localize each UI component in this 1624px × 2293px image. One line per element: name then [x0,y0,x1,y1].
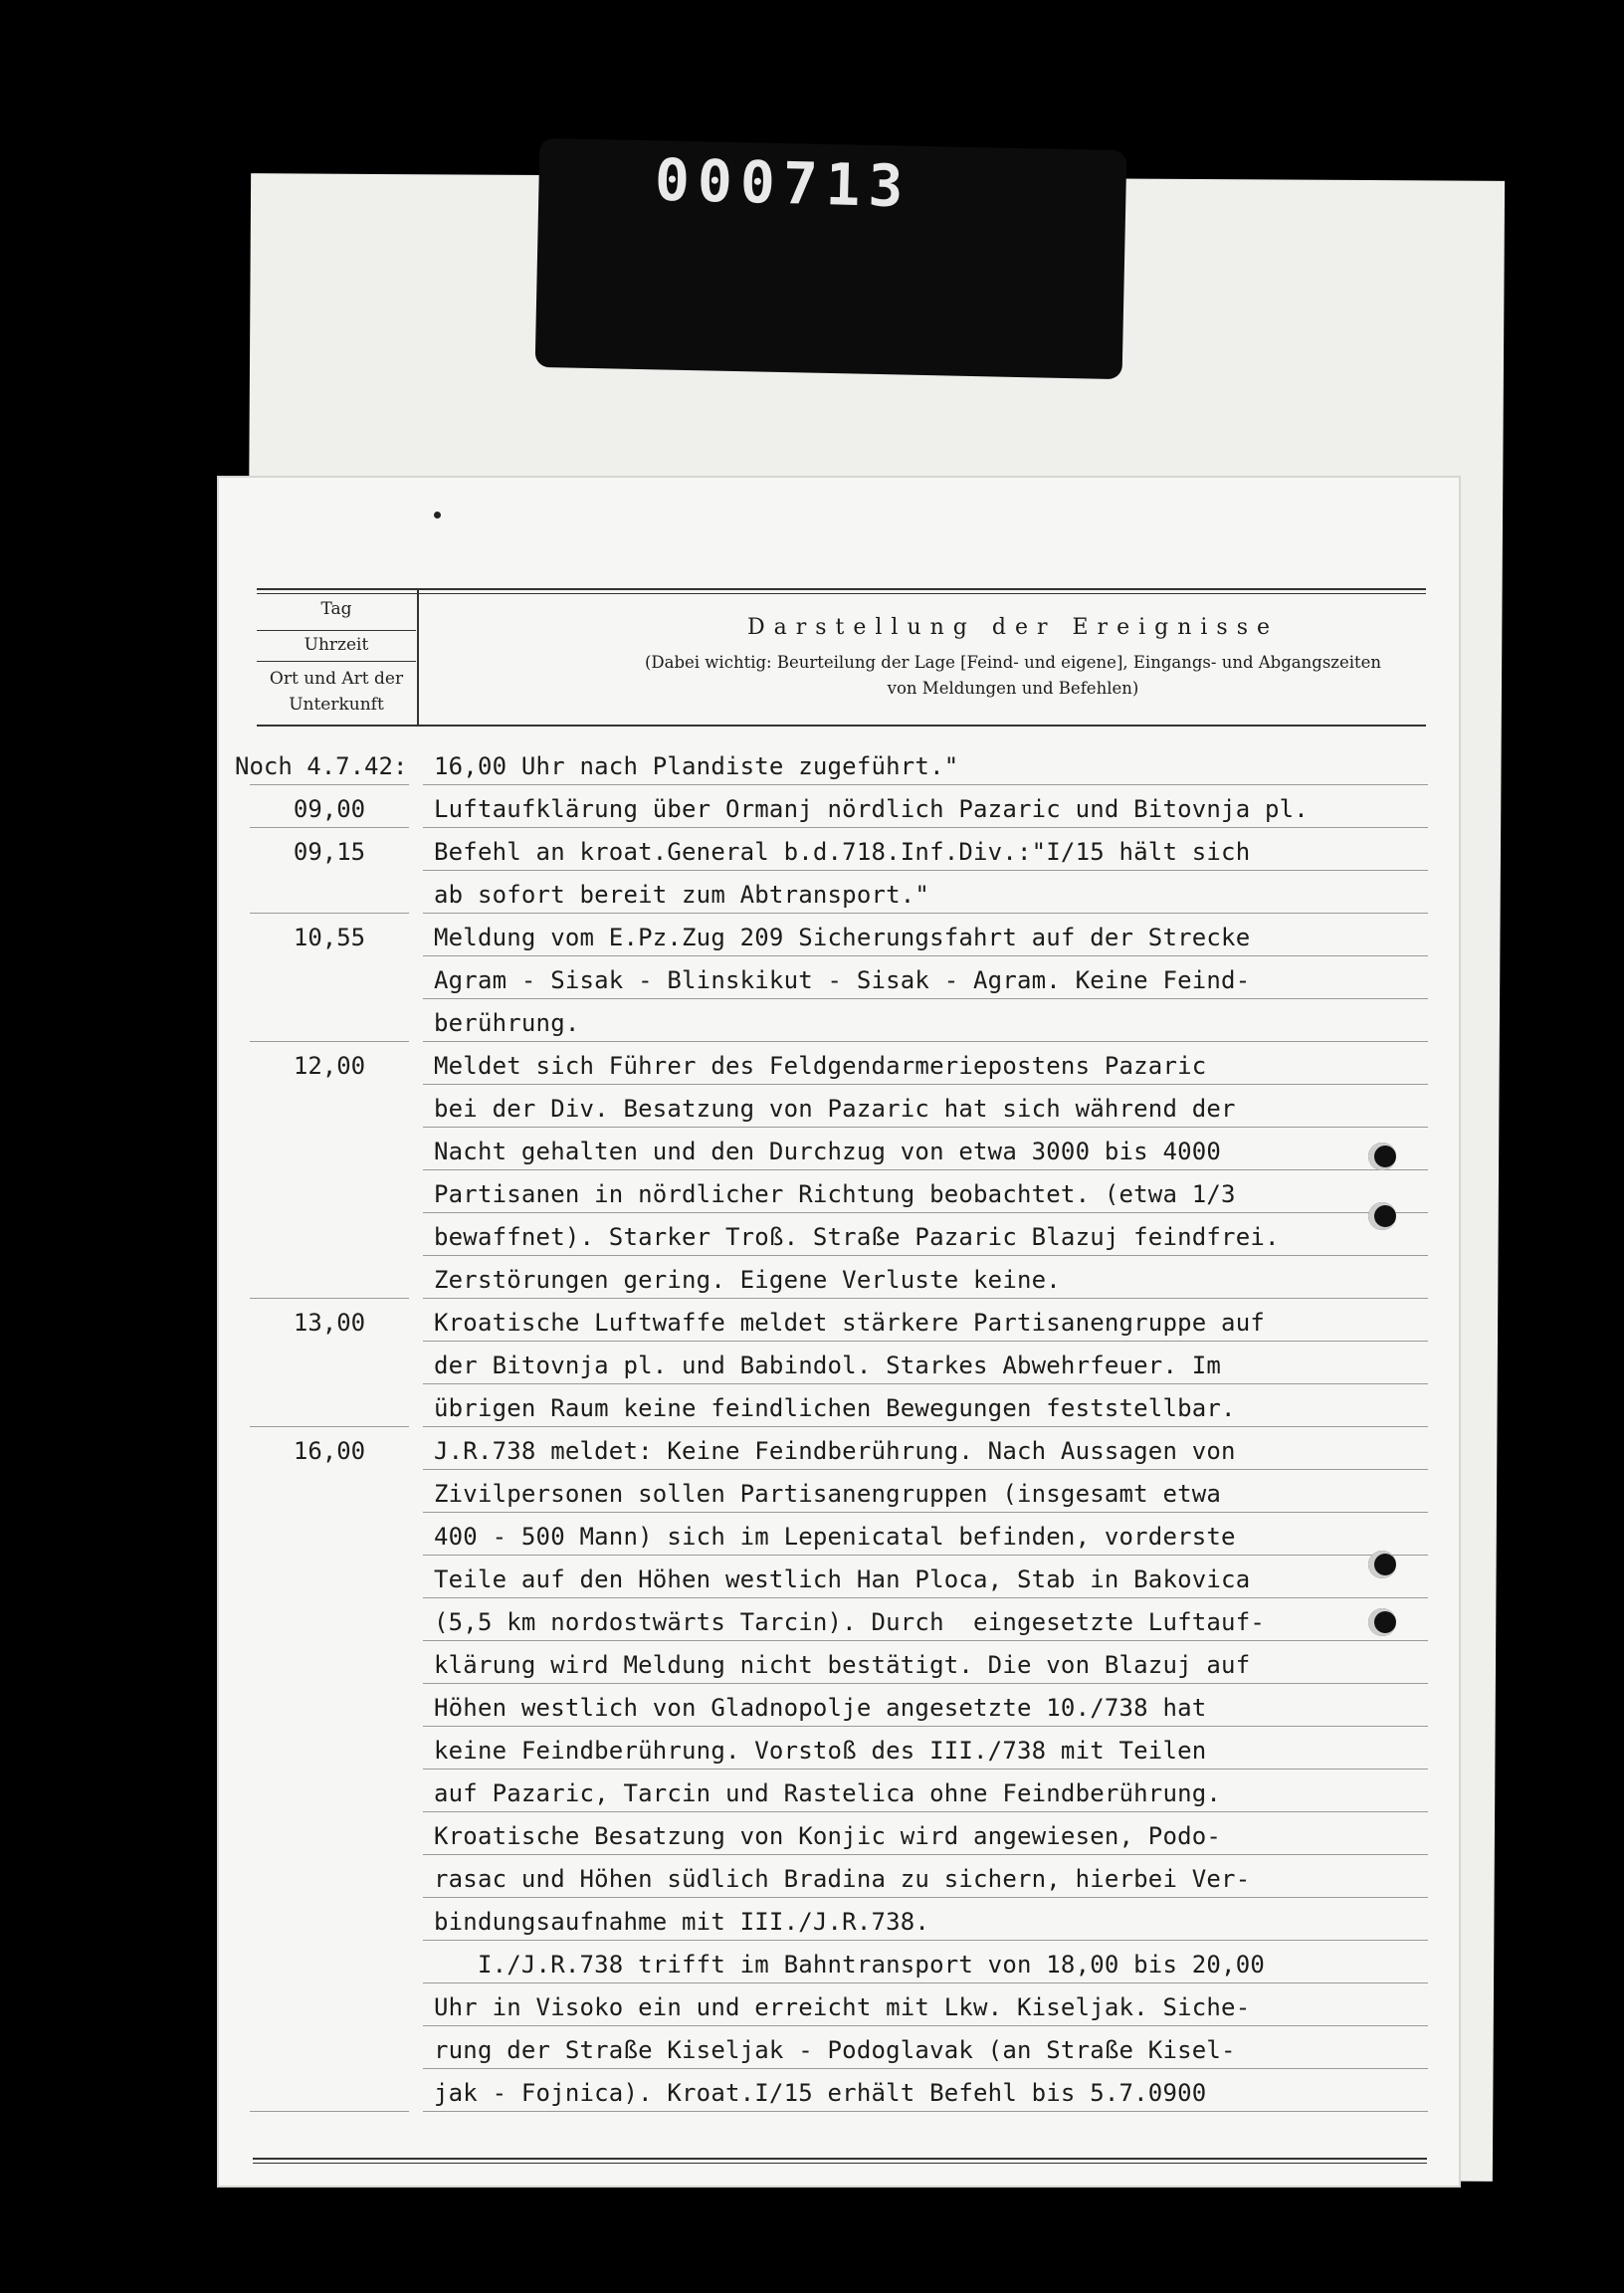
row-rule-left [250,827,409,828]
entry-text: berührung. [434,1009,580,1037]
table-row [217,787,1461,830]
row-rule-right [423,1298,1428,1299]
entry-text: Agram - Sisak - Blinskikut - Sisak - Agram. Keine Feind- [434,966,1251,994]
entry-text: ab sofort bereit zum Abtransport." [434,881,930,909]
entry-time: 09,15 [293,838,366,866]
table-row [217,873,1461,916]
table-row [217,1172,1461,1215]
header-tag: Tag [320,599,352,619]
header-bottom-rule [257,725,1426,727]
entry-text: Teile auf den Höhen westlich Han Ploca, Stab in Bakovica [434,1565,1251,1593]
row-rule-right [423,2068,1428,2069]
table-row [217,1001,1461,1044]
row-rule-left [250,784,409,785]
row-rule-right [423,1854,1428,1855]
table-row [217,1087,1461,1130]
entry-text: Kroatische Besatzung von Konjic wird angewiesen, Podo- [434,1822,1222,1850]
entry-text: jak - Fojnica). Kroat.I/15 erhält Befehl bis 5.7.0900 [434,2079,1207,2107]
punch-hole [1368,1143,1396,1170]
table-row [217,1772,1461,1814]
table-row [217,1857,1461,1900]
entry-text: Befehl an kroat.General b.d.718.Inf.Div.:"I/15 hält sich [434,838,1251,866]
header-title: Darstellung der Ereignisse [746,615,1280,640]
frame-number: 000713 [654,145,913,221]
table-row [217,830,1461,873]
table-row [217,2071,1461,2114]
row-rule-right [423,1683,1428,1684]
row-rule-right [423,1084,1428,1085]
table-row [217,1258,1461,1301]
punch-hole [1368,1551,1396,1578]
table-row [217,916,1461,958]
table-row [217,2028,1461,2071]
row-rule-right [423,1597,1428,1598]
header-unterkunft: Unterkunft [289,695,384,715]
table-row [217,1643,1461,1686]
row-rule-right [423,1769,1428,1770]
entry-time: 16,00 [293,1437,366,1465]
table-row [217,1985,1461,2028]
entry-text: auf Pazaric, Tarcin und Rastelica ohne Feindberührung. [434,1779,1222,1807]
entry-time: 12,00 [293,1052,366,1080]
header-ort: Ort und Art der [269,669,404,689]
table-row [217,1130,1461,1172]
ink-dot [434,512,441,519]
row-rule-right [423,1212,1428,1213]
entry-text: Meldet sich Führer des Feldgendarmeriepostens Pazaric [434,1052,1207,1080]
table-row [217,744,1461,787]
table-row [217,1900,1461,1943]
entry-time: 13,00 [293,1309,366,1337]
table-row [217,1429,1461,1472]
row-rule-right [423,1383,1428,1384]
row-rule-right [423,1811,1428,1812]
row-rule-right [423,1169,1428,1170]
row-rule-right [423,827,1428,828]
entry-time: 10,55 [293,924,366,951]
header-uhrzeit: Uhrzeit [304,635,369,655]
entry-time: 09,00 [293,795,366,823]
table-row [217,1044,1461,1087]
table-row [217,1344,1461,1386]
row-rule-right [423,1940,1428,1941]
entry-text: bewaffnet). Starker Troß. Straße Pazaric Blazuj feindfrei. [434,1223,1280,1251]
table-row [217,1686,1461,1729]
entry-text: Zerstörungen gering. Eigene Verluste keine. [434,1266,1061,1294]
table-row [217,958,1461,1001]
entry-text: der Bitovnja pl. und Babindol. Starkes Abwehrfeuer. Im [434,1352,1222,1379]
document-page [217,476,1461,2188]
punch-hole [1368,1202,1396,1230]
entry-text: Höhen westlich von Gladnopolje angesetzte 10./738 hat [434,1694,1207,1722]
row-rule-right [423,1897,1428,1898]
entry-text: Luftaufklärung über Ormanj nördlich Pazaric und Bitovnja pl. [434,795,1309,823]
row-rule-right [423,1982,1428,1983]
table-row [217,1558,1461,1600]
row-rule-right [423,1255,1428,1256]
header-subtitle-2: von Meldungen und Befehlen) [887,679,1139,698]
entry-text: Uhr in Visoko ein und erreicht mit Lkw. Kiseljak. Siche- [434,1993,1251,2021]
entry-text: J.R.738 meldet: Keine Feindberührung. Nach Aussagen von [434,1437,1236,1465]
table-row [217,1215,1461,1258]
row-rule-right [423,1555,1428,1556]
header-top-rule [257,588,1426,590]
row-rule-right [423,955,1428,956]
row-rule-left [250,1298,409,1299]
row-rule-right [423,784,1428,785]
row-rule-right [423,1341,1428,1342]
header-top-rule-2 [257,593,1426,594]
entry-text: rasac und Höhen südlich Bradina zu sichern, hierbei Ver- [434,1865,1251,1893]
row-rule-left [250,913,409,914]
entry-text: Kroatische Luftwaffe meldet stärkere Partisanengruppe auf [434,1309,1266,1337]
punch-hole [1368,1608,1396,1636]
entry-text: klärung wird Meldung nicht bestätigt. Die von Blazuj auf [434,1651,1251,1679]
header-left-rule [257,661,416,662]
row-rule-right [423,998,1428,999]
row-rule-left [250,1041,409,1042]
entry-text: 16,00 Uhr nach Plandiste zugeführt." [434,752,959,780]
entry-text: (5,5 km nordostwärts Tarcin). Durch eingesetzte Luftauf- [434,1608,1266,1636]
entry-text: Nacht gehalten und den Durchzug von etwa 3000 bis 4000 [434,1138,1222,1165]
row-rule-right [423,1426,1428,1427]
header-divider [417,590,419,727]
entry-text: übrigen Raum keine feindlichen Bewegungen feststellbar. [434,1394,1236,1422]
entry-text: Meldung vom E.Pz.Zug 209 Sicherungsfahrt auf der Strecke [434,924,1251,951]
table-bottom-rule-2 [253,2163,1427,2164]
entry-text: I./J.R.738 trifft im Bahntransport von 18,00 bis 20,00 [434,1951,1266,1979]
row-rule-right [423,1640,1428,1641]
entry-text: keine Feindberührung. Vorstoß des III./738 mit Teilen [434,1737,1207,1765]
entry-text: Zivilpersonen sollen Partisanengruppen (insgesamt etwa [434,1480,1222,1508]
header-left-rule [257,630,416,631]
entry-text: rung der Straße Kiseljak - Podoglavak (an Straße Kisel- [434,2036,1236,2064]
row-rule-right [423,1512,1428,1513]
table-row [217,1301,1461,1344]
table-row [217,1515,1461,1558]
table-bottom-rule [253,2158,1427,2160]
row-rule-right [423,870,1428,871]
row-rule-left [250,1426,409,1427]
entry-text: bei der Div. Besatzung von Pazaric hat sich während der [434,1095,1236,1123]
header-subtitle-1: (Dabei wichtig: Beurteilung der Lage [Feind- und eigene], Eingangs- und Abgangszeiten [644,653,1382,672]
entry-text: bindungsaufnahme mit III./J.R.738. [434,1908,930,1936]
entry-time: Noch 4.7.42: [235,752,408,780]
table-row [217,1386,1461,1429]
row-rule-right [423,2025,1428,2026]
row-rule-right [423,2111,1428,2112]
row-rule-left [250,2111,409,2112]
table-row [217,1729,1461,1772]
row-rule-right [423,1041,1428,1042]
row-rule-right [423,1726,1428,1727]
entry-text: 400 - 500 Mann) sich im Lepenicatal befinden, vorderste [434,1523,1236,1551]
row-rule-right [423,1469,1428,1470]
table-row [217,1943,1461,1985]
row-rule-right [423,1127,1428,1128]
entry-text: Partisanen in nördlicher Richtung beobachtet. (etwa 1/3 [434,1180,1236,1208]
row-rule-right [423,913,1428,914]
table-row [217,1472,1461,1515]
table-row [217,1814,1461,1857]
table-row [217,1600,1461,1643]
